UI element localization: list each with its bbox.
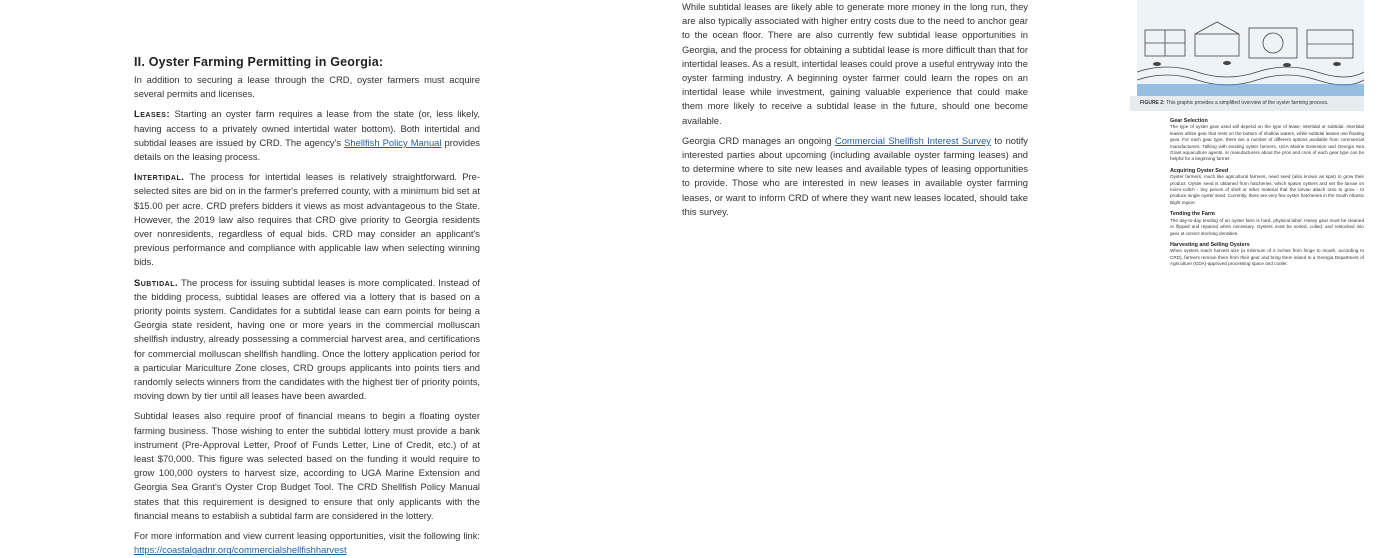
column-middle — [682, 0, 1028, 219]
intertidal-body: The process for intertidal leases is relatively straightforward. Pre-selected sites are bid on in the farmer's preferred county, with a minimum bid set at $15.00 per acre. CRD prefers bidders it views as most advantageous to the State. However, the 2019 law also requires that CRD give priority to Georgia residents over nonresidents, regardless of equal bids. CRD may consider an applicant's previous performance and compliance with applicable law when selecting winning bids. — [134, 171, 480, 268]
leases-paragraph — [134, 107, 480, 164]
figure-caption — [1130, 96, 1364, 111]
survey-text-a: Georgia CRD manages an ongoing — [682, 134, 835, 146]
subtidal-lead: Subtidal. — [134, 276, 179, 288]
leases-tail: provides details on the leasing process. — [134, 136, 480, 163]
harvesting-title: Harvesting and Selling Oysters — [1170, 241, 1250, 248]
shellfish-policy-manual-link[interactable]: Shellfish Policy Manual — [344, 136, 442, 148]
oyster-seed-body: Oyster farmers, much like agricultural farmers, need seed (also known as spat) to grow their product. Oyster seed is obtained from hatcheries, which spawn oysters and set the larvae on micro-cultch - tiny pieces of shell or other material that the larvae attach onto to grow - to produce single oyster seed. Currently, there are very few oyster hatcheries in the South Atlantic Bight region. — [1170, 174, 1364, 205]
more-info-paragraph — [134, 529, 480, 557]
gear-selection-title: Gear Selection — [1170, 118, 1208, 124]
caption-label: FIGURE 2: — [1140, 100, 1165, 106]
caption-text: This graphic provides a simplified overview of the oyster farming process. — [1166, 100, 1329, 106]
commercial-shellfish-link[interactable]: https://coastalgadnr.org/commercialshellfishharvest — [134, 544, 347, 556]
tending-title: Tending the Farm — [1170, 211, 1215, 218]
process-sidebar — [1170, 118, 1364, 273]
survey-text-b: to notify interested parties about upcoming (including available oyster farming leases) and to determine where to site new leases and available types of leasing opportunities to provide. Those who are interested in new leases in available oyster farming leases, or want to inform CRD of where they want new leases located, should take this survey. — [682, 134, 1028, 217]
intertidal-lead: Intertidal. — [134, 171, 185, 183]
oyster-farming-graphic — [1137, 0, 1364, 96]
tending-body: The day-to-day tending of an oyster farm is hard, physical labor. Heavy gear must be cleaned or flipped and repaired when necessary. Oysters must be sorted, culled, and restocked into gear at correct stocking densities. — [1170, 217, 1364, 236]
subtidal-paragraph-2: Subtidal leases also require proof of financial means to begin a floating oyster farming business. Those wishing to enter the subtidal lottery must provide a bank instrument (Pre-Approval Letter, Proof of Funds Letter, Line of Credit, etc.) of at least $70,000. This figure was selected based on the funding it would require to grow 100,000 oysters to harvest size, according to UGA Marine Extension and Georgia Sea Grant's Oyster Crop Budget Tool. The CRD Shellfish Policy Manual states that this requirement is designed to ensure that only applicants with the financial means to establish a subtidal farm are considered in the lottery. — [134, 410, 480, 521]
subtidal-comparison-paragraph: While subtidal leases are likely able to generate more money in the long run, they are also typically associated with higher entry costs due to the need to anchor gear to the ocean floor. There are also currently few subtidal lease opportunities in Georgia, and the process for obtaining a subtidal lease is more difficult than that for intertidal leases. As a result, intertidal leases could prove a useful entryway into the oyster farming industry. A beginning oyster farmer could learn the ropes on an intertidal lease while investment, gaining valuable experience that could make them more likely to receive a subtidal lease in the future, should one become available. — [682, 1, 1028, 126]
interest-survey-link[interactable]: Commercial Shellfish Interest Survey — [834, 134, 991, 146]
subtidal-body: The process for issuing subtidal leases is more complicated. Instead of the bidding process, subtidal leases are offered via a lottery that is based on a priority points system. Candidates for a subtidal lease can earn points for being a Georgia state resident, having one or more years in the commercial molluscan shellfish industry, already possessing a commercial harvest area, and certifications for commercial molluscan shellfish handling. Once the lottery application period for a particular Mariculture Zone closes, CRD groups applicants into points tiers and randomly selects winners from the candidates with the highest tier of priority points, moving down by tier until all leases have been awarded. — [134, 276, 480, 402]
subtidal-paragraph — [134, 276, 480, 404]
survey-paragraph — [682, 134, 1028, 219]
leases-lead: Leases: — [134, 108, 171, 120]
section-heading: II. Oyster Farming Permitting in Georgia: — [134, 55, 384, 69]
leases-body: Starting an oyster farm requires a lease from the state (or, less likely, having access to a privately owned intertidal water bottom). Both intertidal and subtidal leases are issued by CRD. The agency's — [134, 108, 481, 148]
intertidal-paragraph — [134, 170, 480, 269]
oyster-farming-illustration — [1137, 0, 1364, 96]
oyster-seed-title: Acquiring Oyster Seed — [1170, 167, 1229, 174]
harvesting-body: When oysters reach harvest size (a minimum of 2 inches from hinge to mouth, according to CRD), farmers remove them from their gear and bring them inland to a Georgia Department of Agriculture (GDA)-approved processing space and cooler. — [1170, 248, 1364, 267]
gear-selection-body: The type of oyster gear used will depend on the type of lease; intertidal or subtidal. Intertidal leases utilize gear that rests on the bottom of shallow waters, while subtidal leases use floating gear. For each gear type, there are a number of different options available from commercial manufacturers. Talking with existing oyster farmers, UGA Marine Extension and Georgia Sea Grant aquaculture agents, or manufacturers about the pros and cons of each gear type can be helpful for a beginning farmer. — [1170, 124, 1364, 162]
column-left — [134, 55, 480, 558]
intro-paragraph: In addition to securing a lease through the CRD, oyster farmers must acquire several permits and licenses. — [134, 74, 480, 100]
more-info-text: For more information and view current leasing opportunities, visit the following link: — [134, 530, 480, 542]
